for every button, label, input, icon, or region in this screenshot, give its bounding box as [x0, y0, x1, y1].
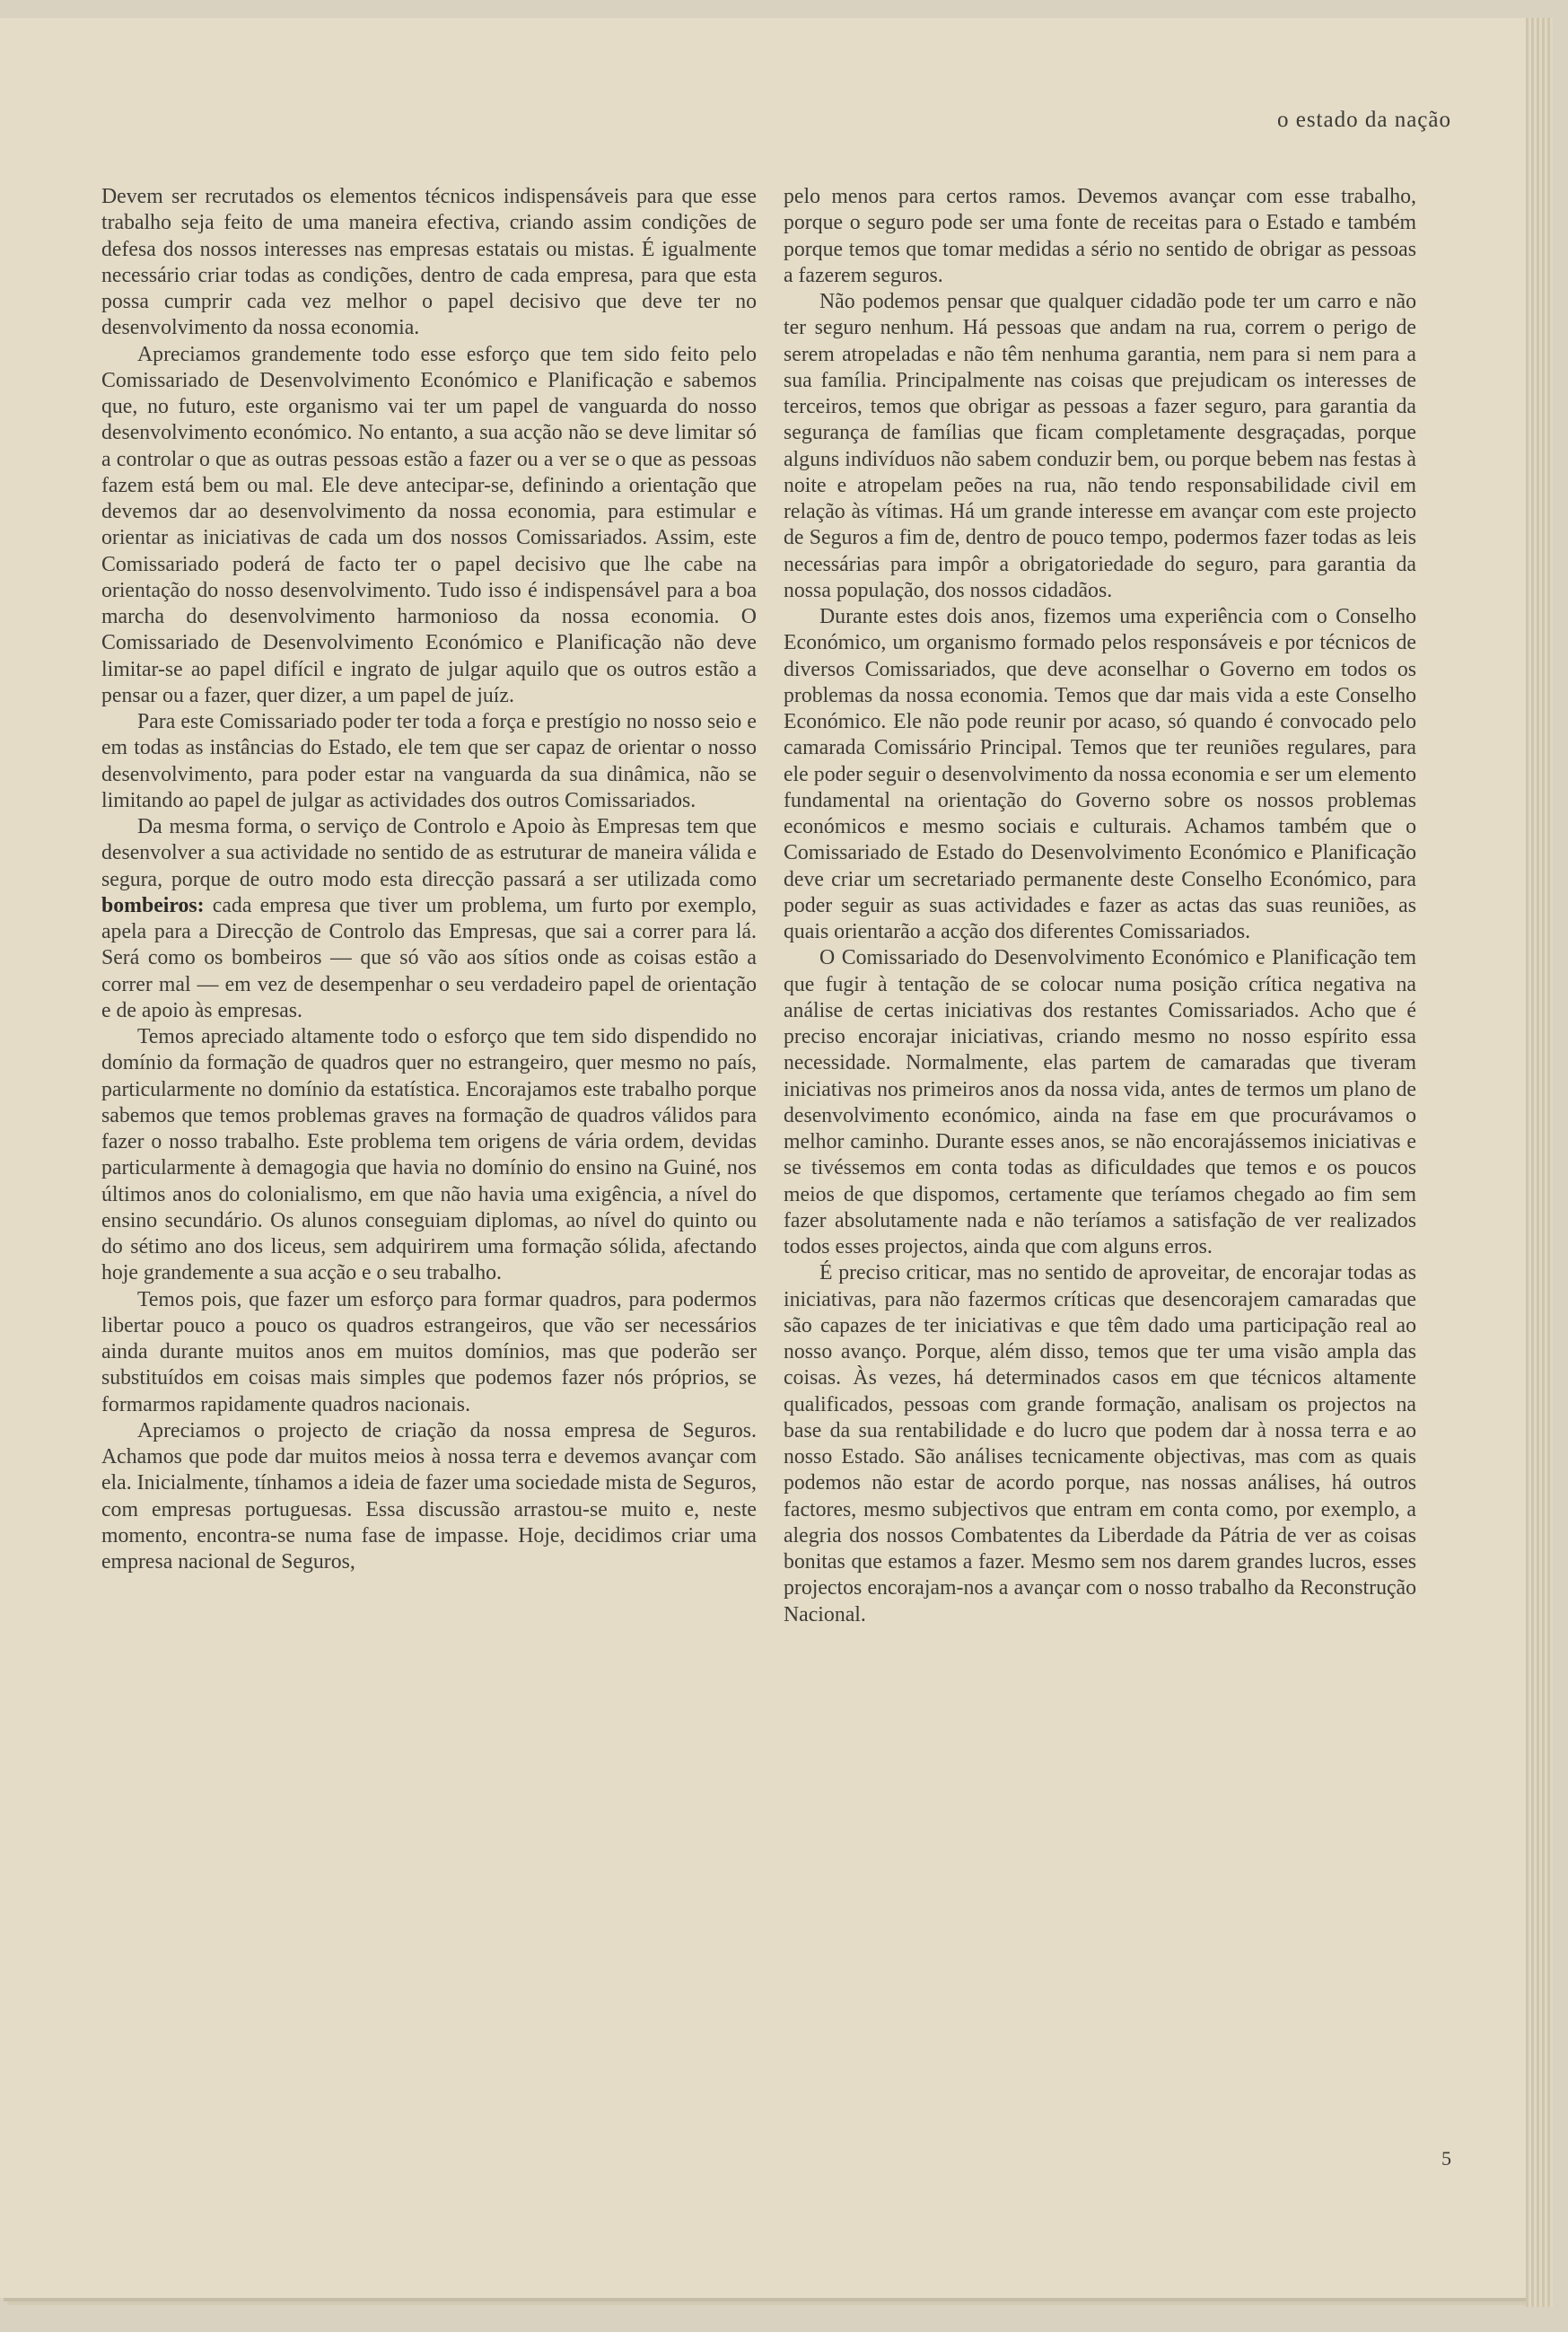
paragraph: Não podemos pensar que qualquer cidadão pode ter um carro e não ter seguro nenhum. Há pessoas que andam na rua, correm o perigo de serem atropeladas e não têm nenhuma garantia, nem para si nem para a sua família. Principalmente nas coisas que prejudicam os interesses de terceiros, temos que obrigar as pessoas a fazer seguro, para garantia da segurança de famílias que ficam completamente desgraçadas, porque alguns indivíduos não sabem conduzir bem, ou porque bebem nas festas à noite e atropelam peões na rua, não tendo responsabilidade civil em relação às vítimas. Há um grande interesse em avançar com este projecto de Seguros a fim de, dentro de pouco tempo, podermos fazer todas as leis necessárias para impôr a obrigatoriedade do seguro, para garantia da nossa população, dos nossos cidadãos. — [784, 290, 1416, 602]
text-run: cada empresa que tiver um problema, um furto por exemplo, apela para a Direcção de Controlo das Empresas, que sai a correr para lá. Será como os bombeiros — que só vão aos sítios onde as coisas estão a correr mal — em vez de desempenhar o seu verdadeiro papel de orientação e de apoio às empresas. — [101, 893, 757, 1022]
paragraph — [101, 814, 757, 1024]
left-column — [101, 184, 757, 1575]
paragraph: O Comissariado do Desenvolvimento Económico e Planificação tem que fugir à tentação de se colocar numa posição crítica negativa na análise de certas iniciativas dos restantes Comissariados. Acho que é preciso encorajar iniciativas, criando mesmo no nosso espírito essa necessidade. Normalmente, elas partem de camaradas que tiveram iniciativas nos primeiros anos da nossa vida, antes de termos um plano de desenvolvimento económico, ainda na fase em que procurávamos o melhor caminho. Durante esses anos, se não encorajássemos iniciativas e se tivéssemos em conta todas as dificuldades que temos e os poucos meios de que dispomos, certamente que teríamos chegado ao fim sem fazer absolutamente nada e não teríamos a satisfação de ver realizados todos esses projectos, ainda que com alguns erros. — [784, 946, 1416, 1258]
paragraph: Apreciamos o projecto de criação da nossa empresa de Seguros. Achamos que pode dar muitos meios à nossa terra e devemos avançar com ela. Inicialmente, tínhamos a ideia de fazer uma sociedade mista de Seguros, com empresas portuguesas. Essa discussão arrastou-se muito e, neste momento, encontra-se numa fase de impasse. Hoje, decidimos criar uma empresa nacional de Seguros, — [101, 1418, 757, 1574]
paragraph: Devem ser recrutados os elementos técnicos indispensáveis para que esse trabalho seja feito de uma maneira efectiva, criando assim condições de defesa dos nossos interesses nas empresas estatais ou mistas. É igualmente necessário criar todas as condições, dentro de cada empresa, para que esta possa cumprir cada vez melhor o papel decisivo que deve ter no desenvolvimento da nossa economia. — [101, 185, 757, 340]
paragraph: É preciso criticar, mas no sentido de aproveitar, de encorajar todas as iniciativas, para não fazermos críticas que desencorajem camaradas que são capazes de ter iniciativas e que têm dado uma participação real ao nosso avanço. Porque, além disso, temos que ter uma visão ampla das coisas. Às vezes, há determinados casos em que técnicos altamente qualificados, pessoas com grande formação, analisam os projectos na base da sua rentabilidade e do lucro que podem dar à nossa terra e ao nosso Estado. São análises tecnicamente objectivas, mas com as quais podemos não estar de acordo porque, nas nossas análises, há outros factores, mesmo subjectivos que entram em conta como, por exemplo, a alegria dos nossos Combatentes da Liberdade da Pátria de ver as coisas bonitas que estamos a fazer. Mesmo sem nos darem grandes lucros, esses projectos encorajam-nos a avançar com o nosso trabalho da Reconstrução Nacional. — [784, 1261, 1416, 1626]
page-number: 5 — [1441, 2147, 1451, 2170]
text-run: Da mesma forma, o serviço de Controlo e Apoio às Empresas tem que desenvolver a sua actividade no sentido de as estruturar de maneira válida e segura, porque de outro modo esta direcção passará a ser utilizada como — [101, 815, 757, 891]
paragraph: Apreciamos grandemente todo esse esforço que tem sido feito pelo Comissariado de Desenvolvimento Económico e Planificação e sabemos que, no futuro, este organismo vai ter um papel de vanguarda do nosso desenvolvimento económico. No entanto, a sua acção não se deve limitar só a controlar o que as outras pessoas estão a fazer ou a ver se o que as pessoas fazem está bem ou mal. Ele deve antecipar-se, definindo a orientação que devemos dar ao desenvolvimento da nossa economia, para estimular e orientar as iniciativas de cada um dos nossos Comissariados. Assim, este Comissariado poderá de facto ter o papel decisivo que lhe cabe na orientação do nosso desenvolvimento. Tudo isso é indispensável para a boa marcha do desenvolvimento harmonioso da nossa economia. O Comissariado de Desenvolvimento Económico e Planificação não deve limitar-se ao papel difícil e ingrato de julgar aquilo que os outros estão a pensar ou a fazer, quer dizer, a um papel de juíz. — [101, 342, 757, 707]
paragraph: pelo menos para certos ramos. Devemos avançar com esse trabalho, porque o seguro pode ser uma fonte de receitas para o Estado e também porque temos que tomar medidas a sério no sentido de obrigar as pessoas a fazerem seguros. — [784, 185, 1416, 287]
paragraph: Durante estes dois anos, fizemos uma experiência com o Conselho Económico, um organismo formado pelos responsáveis e por técnicos de diversos Comissariados, que deve aconselhar o Governo em todos os problemas da nossa economia. Temos que dar mais vida a este Conselho Económico. Ele não pode reunir por acaso, só quando é convocado pelo camarada Comissário Principal. Temos que ter reuniões regulares, para ele poder seguir o desenvolvimento da nossa economia e ser um elemento fundamental na orientação do Governo sobre os nossos problemas económicos e mesmo sociais e culturais. Achamos também que o Comissariado de Estado do Desenvolvimento Económico e Planificação deve criar um secretariado permanente deste Conselho Económico, para poder seguir as suas actividades e fazer as actas das suas reuniões, as quais orientarão a acção dos diferentes Comissariados. — [784, 605, 1416, 943]
running-header: o estado da nação — [1276, 108, 1451, 132]
page-stack-edge — [1526, 18, 1553, 2307]
paragraph: Temos apreciado altamente todo o esforço que tem sido dispendido no domínio da formação de quadros quer no estrangeiro, quer mesmo no país, particularmente no domínio da estatística. Encorajamos este trabalho porque sabemos que temos problemas graves na formação de quadros válidos para fazer o nosso trabalho. Este problema tem origens de vária ordem, devidas particularmente à demagogia que havia no domínio do ensino na Guiné, nos últimos anos do colonialismo, em que não havia uma exigência, a nível do ensino secundário. Os alunos conseguiam diplomas, ao nível do quinto ou do sétimo ano dos liceus, sem adquirirem uma formação sólida, afectando hoje grandemente a sua acção e o seu trabalho. — [101, 1025, 757, 1285]
paragraph: Temos pois, que fazer um esforço para formar quadros, para podermos libertar pouco a pouco os quadros estrangeiros, que vão ser necessários ainda durante muitos anos em muitos domínios, mas que poderão ser substituídos em coisas mais simples que podemos fazer nós próprios, se formarmos rapidamente quadros nacionais. — [101, 1287, 757, 1416]
paragraph: Para este Comissariado poder ter toda a força e prestígio no nosso seio e em todas as instâncias do Estado, ele tem que ser capaz de orientar o nosso desenvolvimento, para poder estar na vanguarda da sua dinâmica, não se limitando ao papel de julgar as actividades dos outros Comissariados. — [101, 710, 757, 812]
right-column — [784, 184, 1416, 1628]
bold-term: bombeiros: — [101, 893, 205, 917]
